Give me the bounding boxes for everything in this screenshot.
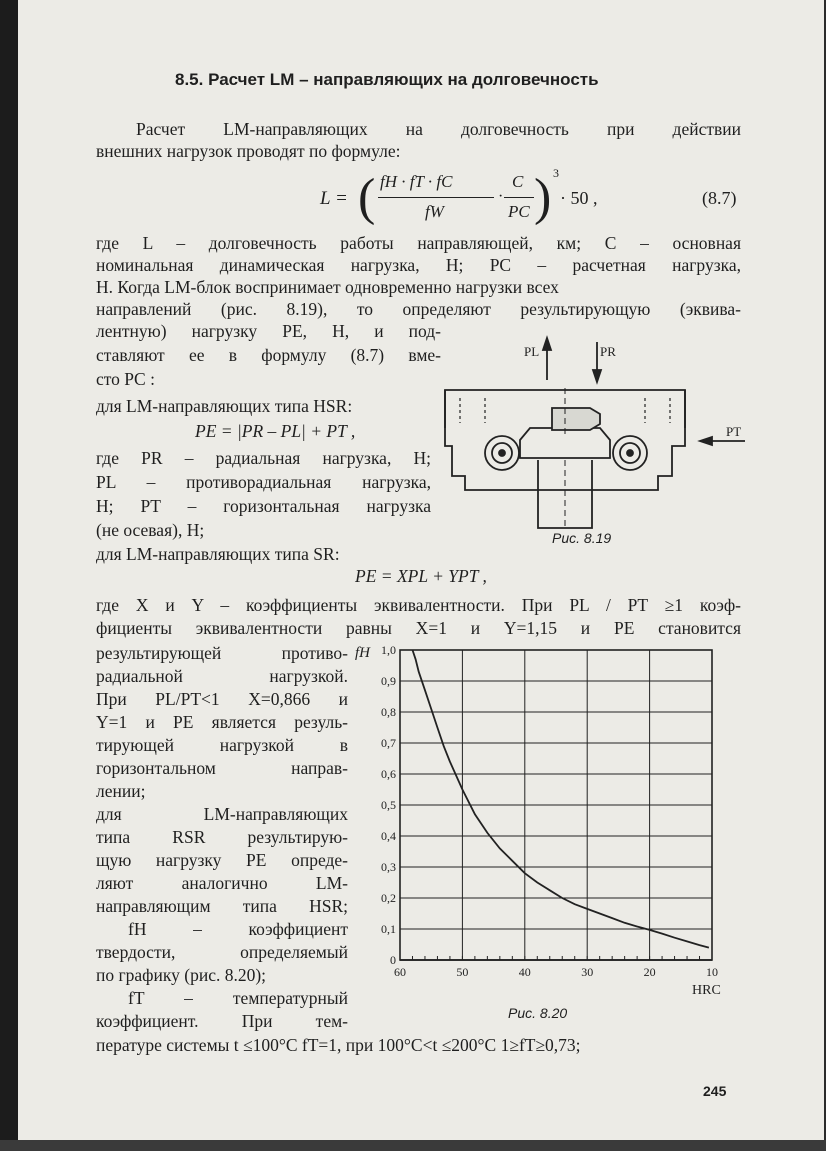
para4-line: направляющим типа HSR;: [96, 896, 348, 916]
para1-line-6: ставляют ее в формулу (8.7) вме-: [96, 345, 441, 365]
paren-right-icon: ): [534, 169, 552, 226]
para4-line: твердости, определяемый: [96, 942, 348, 962]
formula-number: (8.7): [702, 188, 737, 208]
book-binding: [0, 0, 18, 1151]
fig-8-20-caption: Рис. 8.20: [508, 1005, 568, 1021]
last-line: пературе системы t ≤100°C fT=1, при 100°C<t ≤200°C 1≥fT≥0,73;: [96, 1035, 581, 1055]
formula-num1: fH · fT · fC: [380, 172, 453, 191]
para4-line: тирующей нагрузкой в: [96, 735, 348, 755]
para4-line: результирующей противо-: [96, 643, 348, 663]
y-tick-label: 0,2: [381, 891, 396, 905]
para3-line-2: фициенты эквивалентности равны X=1 и Y=1,15 и PE становится: [96, 618, 741, 638]
figure-8-20-chart: [360, 640, 760, 1005]
para4-line: горизонтальном направ-: [96, 758, 348, 778]
pt-arrow-head-icon: [700, 437, 712, 445]
para4-line: радиальной нагрузкой.: [96, 666, 348, 686]
para4-line: При PL/PT<1 X=0,866 и: [96, 689, 348, 709]
fig-8-19-label-pr: PR: [600, 344, 616, 359]
formula-hsr: PE = |PR – PL| + PT ,: [195, 421, 356, 441]
para1-line-4: направлений (рис. 8.19), то определяют результирующую (эквива-: [96, 299, 741, 319]
y-tick-label: 0,9: [381, 674, 396, 688]
formula-lhs: L =: [320, 188, 348, 209]
para2-line-2: PL – противорадиальная нагрузка,: [96, 472, 431, 492]
para4-line: типа RSR результирую-: [96, 827, 348, 847]
para4-column: [96, 642, 348, 1033]
pl-arrow-head-icon: [543, 338, 551, 350]
chart-xlabel: HRC: [692, 983, 721, 998]
grease-nipple: [552, 408, 600, 430]
paren-left-icon: (: [358, 169, 376, 226]
para1-line-2: номинальная динамическая нагрузка, Н; PC – расчетная нагрузка,: [96, 255, 741, 275]
para4-line: ляют аналогично LM-: [96, 873, 348, 893]
sr-label: для LM-направляющих типа SR:: [96, 544, 340, 564]
dot-operator: ·: [498, 188, 504, 205]
series-line: [413, 650, 709, 948]
para2-line-3: Н; PT – горизонтальная нагрузка: [96, 496, 431, 516]
fig-8-19-label-pl: PL: [524, 344, 540, 359]
section-heading: 8.5. Расчет LM – направляющих на долговечность: [175, 70, 599, 89]
x-tick-label: 20: [643, 965, 656, 979]
para2-line-1: где PR – радиальная нагрузка, Н;: [96, 448, 431, 468]
para1-line-1: где L – долговечность работы направляющей, км; C – основная: [96, 233, 741, 253]
para4-line: лении;: [96, 781, 146, 801]
formula-den2: PC: [508, 202, 530, 221]
para4-line: по графику (рис. 8.20);: [96, 965, 267, 985]
page-number: 245: [703, 1083, 727, 1099]
para4-line: fT – температурный: [128, 988, 348, 1008]
y-tick-label: 0,1: [381, 922, 396, 936]
x-tick-label: 30: [581, 965, 594, 979]
para1-line-7: сто PC :: [96, 369, 155, 389]
para4-line: щую нагрузку PE опреде-: [96, 850, 348, 870]
y-tick-label: 0,5: [381, 798, 396, 812]
formula-power: 3: [553, 166, 559, 180]
formula-8-7: [320, 168, 740, 230]
fraction-bar-2: [504, 197, 534, 198]
y-tick-label: 0,7: [381, 736, 396, 750]
para4-line: коэффициент. При тем-: [96, 1011, 348, 1031]
intro-line-2: внешних нагрузок проводят по формуле:: [96, 141, 401, 161]
chart-ylabel: fH: [355, 645, 370, 661]
formula-num2: C: [512, 172, 524, 191]
intro-line-1: Расчет LM-направляющих на долговечность при действии: [136, 119, 741, 139]
para4-line: fH – коэффициент: [128, 919, 348, 939]
formula-den1: fW: [425, 202, 444, 221]
y-tick-label: 1,0: [381, 643, 396, 657]
x-tick-label: 50: [456, 965, 469, 979]
para1-line-3: Н. Когда LM-блок воспринимает одновременно нагрузки всех: [96, 277, 559, 297]
para3-line-1: где X и Y – коэффициенты эквивалентности. При PL / PT ≥1 коэф-: [96, 595, 741, 615]
para1-line-5: лентную) нагрузку PE, Н, и под-: [96, 321, 441, 341]
fig-8-19-caption: Рис. 8.19: [552, 530, 612, 546]
x-tick-label: 10: [706, 965, 718, 979]
x-tick-label: 40: [518, 965, 531, 979]
formula-sr: PE = XPL + YPT ,: [355, 566, 487, 586]
pr-arrow-head-icon: [593, 370, 601, 382]
y-tick-label: 0,3: [381, 860, 396, 874]
y-tick-label: 0,8: [381, 705, 396, 719]
fraction-bar-1: [378, 197, 494, 198]
page-bottom-edge: [0, 1140, 826, 1151]
para4-line: для LM-направляющих: [96, 804, 348, 824]
para4-line: Y=1 и PE является резуль-: [96, 712, 348, 732]
formula-tail: · 50 ,: [560, 188, 598, 208]
y-tick-label: 0: [390, 953, 396, 967]
y-tick-label: 0,4: [381, 829, 396, 843]
hsr-label: для LM-направляющих типа HSR:: [96, 396, 353, 416]
y-tick-label: 0,6: [381, 767, 396, 781]
para2-line-4: (не осевая), Н;: [96, 520, 205, 540]
fig-8-19-label-pt: PT: [726, 424, 742, 439]
x-tick-label: 60: [394, 965, 406, 979]
